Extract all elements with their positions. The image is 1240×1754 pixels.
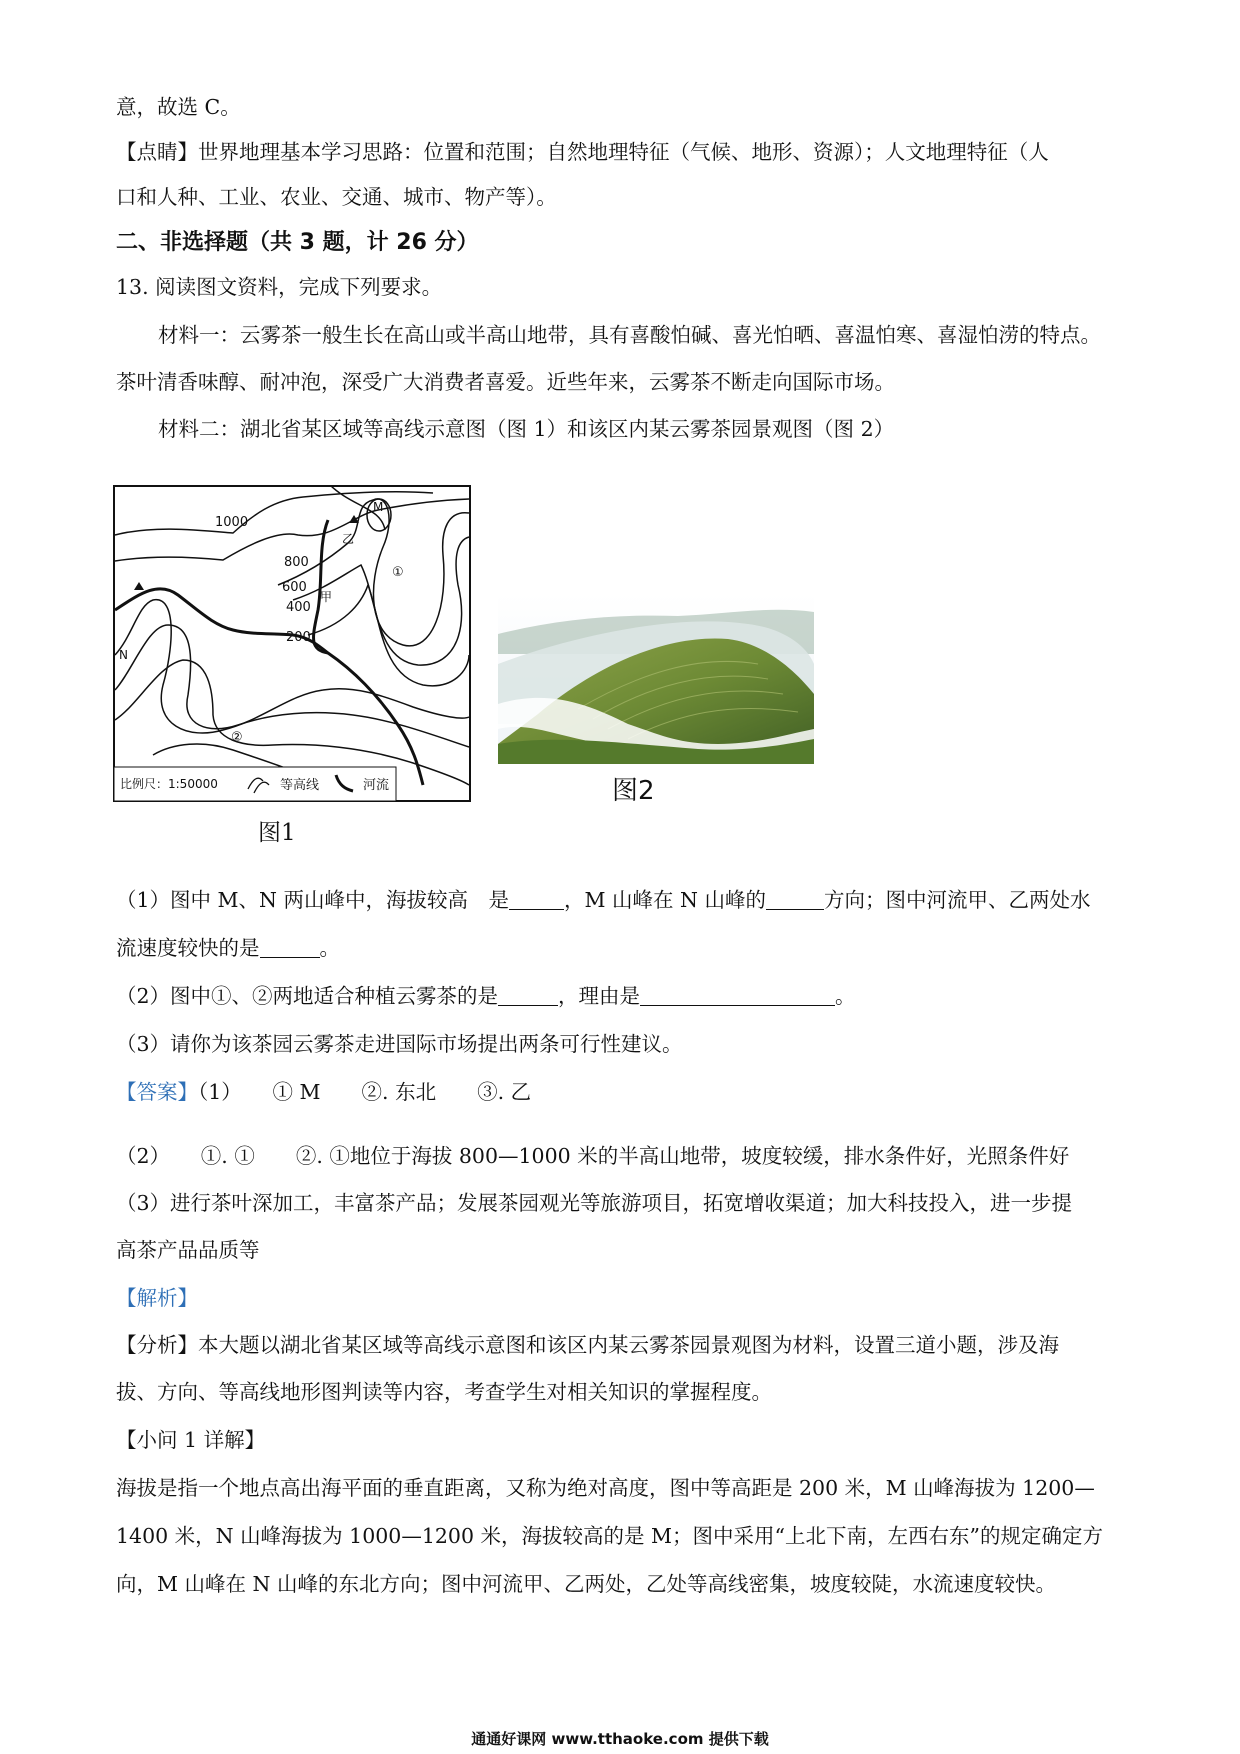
section-heading: 二、非选择题（共 3 题，计 26 分） — [116, 230, 479, 255]
answer-blank — [260, 935, 320, 958]
question-1-cont: 流速度较快的是 。 — [116, 936, 340, 960]
river-yi-label: 乙 — [342, 532, 355, 546]
contour-label: 600 — [282, 580, 307, 595]
contour-label: 1000 — [215, 515, 249, 530]
analysis-line: 拔、方向、等高线地形图判读等内容，考查学生对相关知识的掌握程度。 — [116, 1380, 772, 1404]
answer-label: 【答案】 — [116, 1080, 198, 1104]
answer-blank — [509, 887, 564, 910]
legend-river: 河流 — [363, 778, 390, 793]
analysis-line: 向，M 山峰在 N 山峰的东北方向；图中河流甲、乙两处，乙处等高线密集，坡度较陡，水流速度较快。 — [116, 1572, 1056, 1596]
question-stem: 13. 阅读图文资料，完成下列要求。 — [116, 275, 443, 299]
text-line: 口和人种、工业、农业、交通、城市、物产等）。 — [116, 185, 557, 209]
answer-blank — [766, 887, 824, 910]
answer-blank — [640, 983, 835, 1006]
site-1-label: ① — [392, 565, 404, 580]
contour-label: 800 — [284, 555, 309, 570]
site-2-label: ② — [231, 730, 243, 745]
analysis-line: 1400 米，N 山峰海拔为 1000—1200 米，海拔较高的是 M；图中采用“上北下南，左西右东”的规定确定方 — [116, 1524, 1103, 1548]
answer-3: （3）进行茶叶深加工，丰富茶产品；发展茶园观光等旅游项目，拓宽增收渠道；加大科技投入，进一步提 — [116, 1191, 1073, 1215]
river-jia-label: 甲 — [320, 590, 333, 604]
answer-2: （2） ①. ① ②. ①地位于海拔 800—1000 米的半高山地带，坡度较缓，排水条件好，光照条件好 — [116, 1144, 1070, 1168]
analysis-line: 海拔是指一个地点高出海平面的垂直距离，又称为绝对高度，图中等高距是 200 米，M 山峰海拔为 1200— — [116, 1476, 1095, 1500]
material-2-line: 材料二：湖北省某区域等高线示意图（图 1）和该区内某云雾茶园景观图（图 2） — [158, 417, 895, 441]
peak-n-label: N — [119, 648, 128, 662]
page-footer: 通通好课网 www.tthaoke.com 提供下载 — [471, 1730, 769, 1748]
text-line: 意，故选 C。 — [116, 95, 241, 119]
question-1: （1）图中 M、N 两山峰中，海拔较高 是 ，M 山峰在 N 山峰的 方向；图中河流甲、乙两处水 — [116, 888, 1091, 912]
answer-1: 【答案】（1） ① M ②. 东北 ③. 乙 — [116, 1080, 532, 1104]
contour-label: 400 — [286, 600, 311, 615]
contour-label: 200 — [286, 630, 311, 645]
map-scale: 比例尺：1:50000 — [120, 777, 218, 791]
answer-blank — [498, 983, 558, 1006]
material-1-line: 茶叶清香味醇、耐冲泡，深受广大消费者喜爱。近些年来，云雾茶不断走向国际市场。 — [116, 370, 895, 394]
question-3: （3）请你为该茶园云雾茶走进国际市场提出两条可行性建议。 — [116, 1032, 683, 1056]
question-2: （2）图中①、②两地适合种植云雾茶的是 ，理由是 。 — [116, 984, 856, 1008]
analysis-line: 【分析】本大题以湖北省某区域等高线示意图和该区内某云雾茶园景观图为材料，设置三道小题，涉及海 — [116, 1333, 1059, 1357]
figure-2-caption: 图2 — [612, 776, 655, 806]
tea-garden-photo — [498, 594, 814, 764]
answer-3-cont: 高茶产品品质等 — [116, 1238, 260, 1262]
peak-m-label: M — [373, 500, 384, 514]
legend-contour: 等高线 — [280, 778, 320, 793]
analysis-label: 【解析】 — [116, 1286, 198, 1310]
sub-heading: 【小问 1 详解】 — [116, 1428, 266, 1452]
text-line: 【点睛】世界地理基本学习思路：位置和范围；自然地理特征（气候、地形、资源）；人文地理特征（人 — [116, 140, 1049, 164]
figure-1-caption: 图1 — [258, 820, 296, 846]
material-1-line: 材料一：云雾茶一般生长在高山或半高山地带，具有喜酸怕碱、喜光怕晒、喜温怕寒、喜湿怕涝的特点。 — [158, 323, 1101, 347]
